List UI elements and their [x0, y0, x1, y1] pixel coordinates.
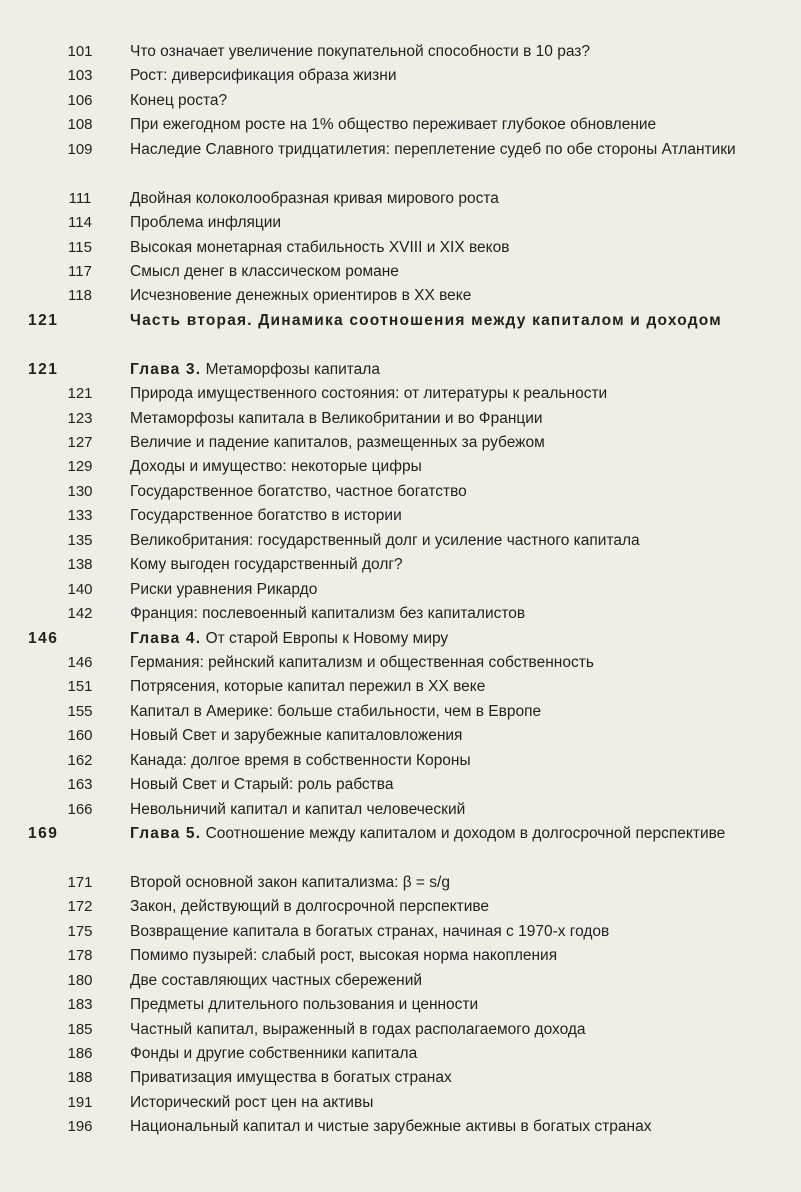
toc-entry: [0, 1091, 801, 1115]
toc-entry: [0, 138, 801, 187]
toc-entry: [0, 260, 801, 284]
toc-entry: [0, 1115, 801, 1139]
page-number: 109: [67, 140, 93, 158]
entry-title: Великобритания: государственный долг и усиление частного капитала: [130, 531, 640, 549]
entry-title: Исторический рост цен на активы: [130, 1093, 374, 1111]
page-number: 172: [67, 898, 93, 916]
entry-title: Второй основной закон капитализма: β = s/g: [130, 873, 450, 891]
page-number: 178: [67, 947, 93, 965]
page-number: 133: [67, 507, 93, 525]
toc-entry: [0, 1018, 801, 1042]
toc-entry: [0, 1042, 801, 1066]
entry-title: Помимо пузырей: слабый рост, высокая норма накопления: [130, 947, 558, 965]
toc-entry: [0, 993, 801, 1017]
chapter-name: Соотношение между капиталом и доходом в долгосрочной перспективе: [205, 825, 726, 843]
page-number: 121: [67, 385, 93, 403]
entry-title: Фонды и другие собственники капитала: [130, 1044, 418, 1062]
page-number: 138: [67, 556, 93, 574]
page-number: 162: [67, 751, 93, 769]
toc-entry: [0, 944, 801, 968]
toc-entry: [0, 113, 801, 137]
entry-title: Потрясения, которые капитал пережил в XX веке: [130, 678, 486, 696]
toc-entry: [0, 675, 801, 699]
entry-title: Франция: послевоенный капитализм без капиталистов: [130, 605, 526, 623]
chapter-label: Глава 3.: [130, 360, 202, 378]
entry-title: Кому выгоден государственный долг?: [130, 556, 403, 574]
table-of-contents: [0, 40, 801, 1140]
page-number: 129: [67, 458, 93, 476]
toc-entry: [0, 773, 801, 797]
page-number: 121: [28, 360, 59, 378]
toc-entry: [0, 969, 801, 993]
entry-title: Канада: долгое время в собственности Короны: [130, 751, 471, 769]
page-number: 171: [67, 873, 93, 891]
toc-entry: [0, 480, 801, 504]
toc-entry: [0, 407, 801, 431]
page-number: 135: [67, 531, 93, 549]
toc-entry: [0, 749, 801, 773]
entry-title: Что означает увеличение покупательной способности в 10 раз?: [130, 43, 590, 60]
toc-entry: [0, 798, 801, 822]
toc-entry: [0, 578, 801, 602]
entry-title: Возвращение капитала в богатых странах, начиная с 1970-х годов: [130, 922, 610, 940]
entry-title: Государственное богатство, частное богатство: [130, 482, 467, 500]
entry-title: Частный капитал, выраженный в годах располагаемого дохода: [130, 1020, 586, 1038]
chapter-title: [130, 822, 770, 846]
entry-title: Смысл денег в классическом романе: [130, 262, 399, 280]
page-number: 151: [67, 678, 93, 696]
toc-entry: [0, 895, 801, 919]
toc-entry: [0, 236, 801, 260]
toc-entry: [0, 529, 801, 553]
toc-entry: [0, 871, 801, 895]
entry-title: Метаморфозы капитала в Великобритании и во Франции: [130, 409, 543, 427]
part-title: Часть вторая. Динамика соотношения между капиталом и доходом: [130, 311, 722, 329]
entry-title: Наследие Славного тридцатилетия: переплетение судеб по обе стороны Атлантики: [130, 140, 736, 158]
entry-title: Исчезновение денежных ориентиров в XX веке: [130, 287, 472, 305]
page-number: 111: [68, 189, 92, 207]
toc-entry: [0, 504, 801, 528]
page-number: 146: [28, 629, 59, 647]
toc-chapter-heading: [0, 358, 801, 382]
entry-title: Проблема инфляции: [130, 214, 282, 232]
page-number: 155: [67, 702, 93, 720]
entry-title: Высокая монетарная стабильность XVIII и XIX веков: [130, 238, 510, 256]
page-number: 121: [28, 311, 59, 329]
toc-entry: [0, 651, 801, 675]
entry-title: Приватизация имущества в богатых странах: [130, 1069, 452, 1087]
page-number: 108: [67, 116, 93, 134]
page-number: 130: [67, 482, 93, 500]
page-number: 142: [67, 605, 93, 623]
entry-title: Рост: диверсификация образа жизни: [130, 67, 397, 85]
chapter-label: Глава 5.: [130, 825, 202, 843]
entry-title: Конец роста?: [130, 91, 228, 109]
toc-entry: [0, 920, 801, 944]
toc-entry: [0, 89, 801, 113]
toc-entry: [0, 382, 801, 406]
entry-title: При ежегодном росте на 1% общество переживает глубокое обновление: [130, 116, 657, 134]
entry-title: Государственное богатство в истории: [130, 507, 402, 525]
entry-title: Предметы длительного пользования и ценности: [130, 996, 479, 1014]
toc-entry: [0, 284, 801, 308]
toc-part-heading: [0, 309, 801, 358]
entry-title: Величие и падение капиталов, размещенных за рубежом: [130, 434, 545, 452]
toc-chapter-heading: [0, 822, 801, 871]
page-number: 183: [67, 996, 93, 1014]
toc-entry: [0, 700, 801, 724]
page-number: 117: [68, 262, 92, 280]
toc-entry: [0, 553, 801, 577]
page-number: 146: [67, 653, 93, 671]
page-number: 188: [67, 1069, 93, 1087]
toc-entry: [0, 1066, 801, 1090]
page-number: 123: [67, 409, 93, 427]
toc-entry: [0, 40, 801, 64]
page-number: 106: [67, 91, 93, 109]
page-number: 114: [68, 214, 92, 232]
page-number: 185: [67, 1020, 93, 1038]
page-number: 180: [67, 971, 93, 989]
entry-title: Новый Свет и зарубежные капиталовложения: [130, 727, 463, 745]
page-number: 118: [68, 287, 92, 305]
page-number: 186: [67, 1044, 93, 1062]
entry-title: Риски уравнения Рикардо: [130, 580, 318, 598]
page-number: 160: [67, 727, 93, 745]
page-number: 103: [67, 67, 93, 85]
toc-entry: [0, 64, 801, 88]
entry-title: Природа имущественного состояния: от литературы к реальности: [130, 385, 608, 403]
page-number: 127: [67, 434, 93, 452]
page-number: 191: [67, 1093, 93, 1111]
entry-title: Доходы и имущество: некоторые цифры: [130, 458, 422, 476]
page-number: 169: [28, 825, 59, 843]
page-number: 196: [67, 1118, 93, 1136]
chapter-title: [130, 627, 770, 651]
page-number: 101: [67, 43, 93, 60]
page-number: 163: [67, 776, 93, 794]
toc-chapter-heading: [0, 627, 801, 651]
page-number: 175: [67, 922, 93, 940]
chapter-name: От старой Европы к Новому миру: [205, 629, 449, 647]
toc-entry: [0, 187, 801, 211]
entry-title: Две составляющих частных сбережений: [130, 971, 423, 989]
entry-title: Закон, действующий в долгосрочной перспективе: [130, 898, 490, 916]
entry-title: Германия: рейнский капитализм и общественная собственность: [130, 653, 594, 671]
entry-title: Новый Свет и Старый: роль рабства: [130, 776, 394, 794]
chapter-title: [130, 358, 770, 382]
toc-entry: [0, 455, 801, 479]
page-number: 140: [67, 580, 93, 598]
chapter-name: Метаморфозы капитала: [205, 360, 380, 378]
toc-entry: [0, 211, 801, 235]
page-number: 115: [68, 238, 92, 256]
entry-title: Двойная колоколообразная кривая мирового роста: [130, 189, 499, 207]
entry-title: Капитал в Америке: больше стабильности, чем в Европе: [130, 702, 542, 720]
toc-entry: [0, 431, 801, 455]
page-number: 166: [67, 800, 93, 818]
entry-title: Невольничий капитал и капитал человеческий: [130, 800, 466, 818]
chapter-label: Глава 4.: [130, 629, 202, 647]
entry-title: Национальный капитал и чистые зарубежные активы в богатых странах: [130, 1118, 652, 1136]
toc-entry: [0, 602, 801, 626]
toc-entry: [0, 724, 801, 748]
